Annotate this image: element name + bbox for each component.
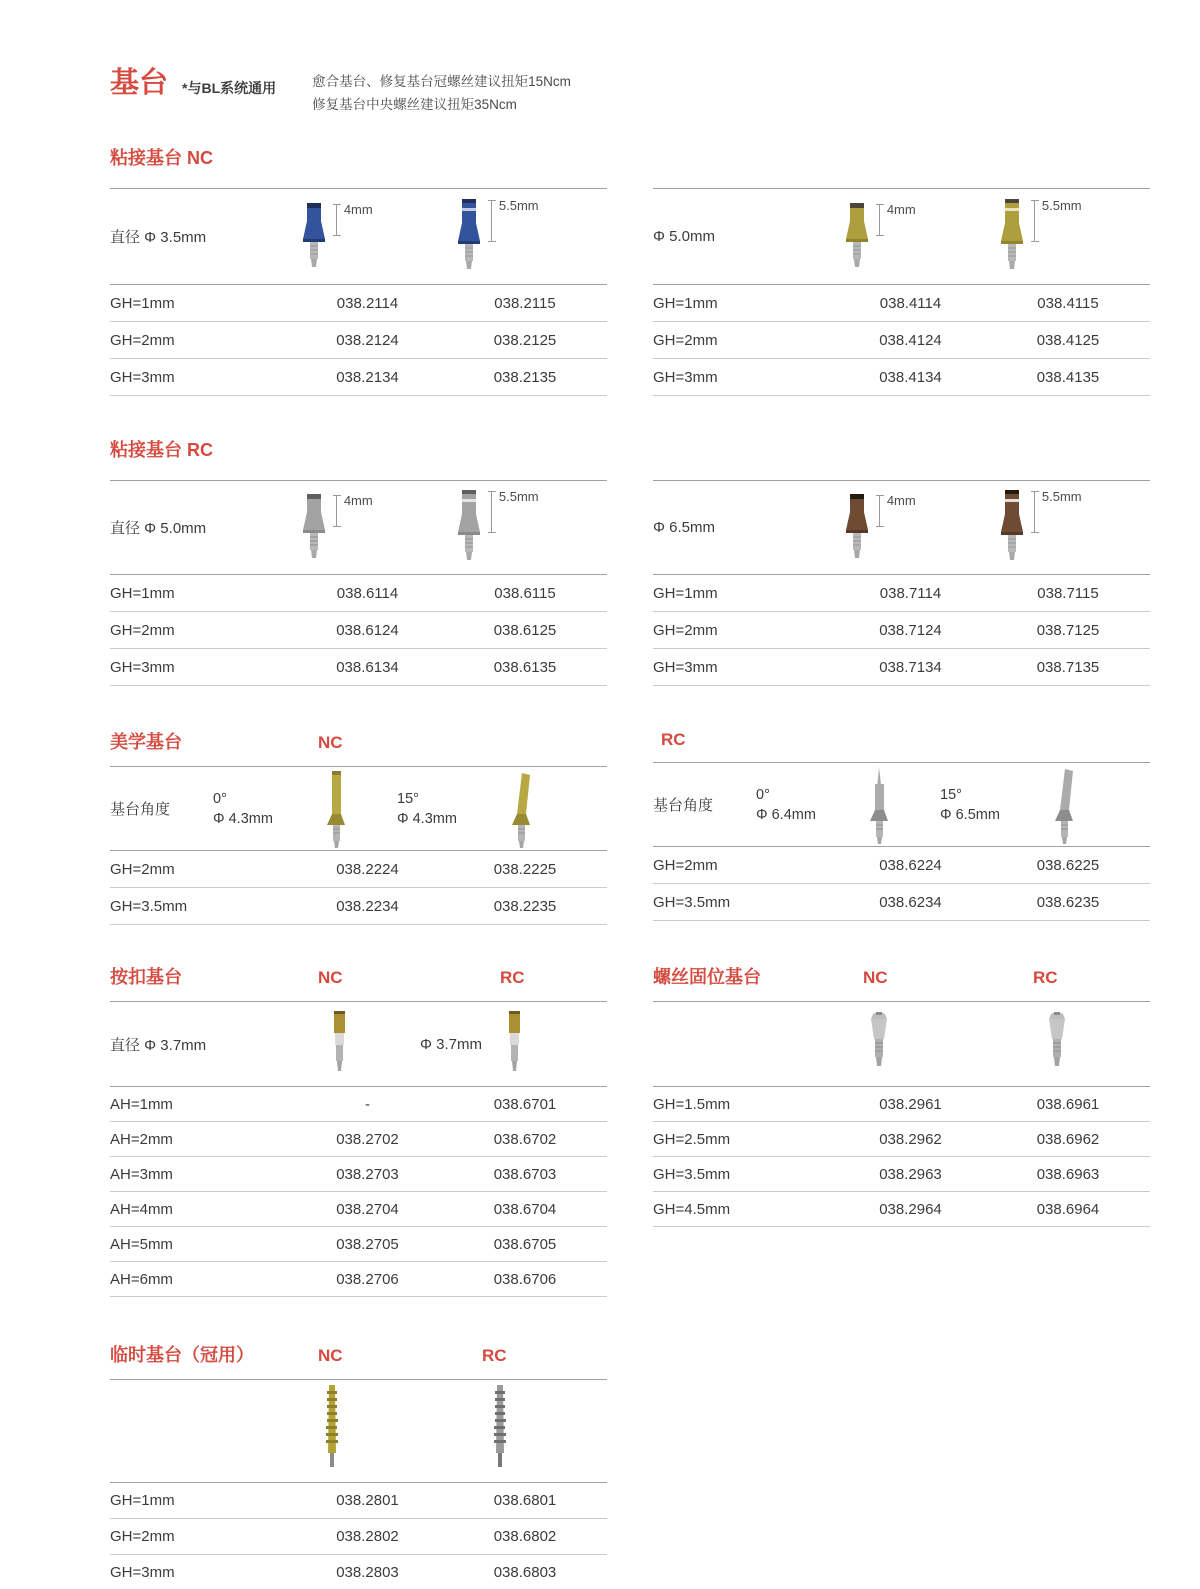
- cement-abutment-silver-55mm-image: [452, 488, 486, 568]
- section-heading-row: [110, 965, 607, 989]
- figure-row: [653, 1001, 1150, 1087]
- esthetic-abutment-angled-rc-image: [1048, 764, 1078, 846]
- abutment-figure-silver-4mm: [297, 492, 452, 564]
- product-code: 038.2134: [336, 368, 399, 386]
- product-table: [653, 575, 1150, 686]
- cement-abutment-gold-55mm-image: [995, 197, 1029, 277]
- height-measure: [1034, 489, 1082, 533]
- product-code: 038.6115: [494, 584, 556, 602]
- figure-row: [653, 480, 1150, 575]
- product-code: 038.2115: [494, 294, 556, 312]
- page-title: 基台: [110, 67, 169, 99]
- product-code: 038.2703: [336, 1165, 399, 1183]
- column-header-nc: NC: [863, 968, 888, 987]
- section-heading-row: [110, 1343, 607, 1367]
- product-code: 038.6703: [493, 1165, 557, 1183]
- row-label: GH=1mm: [110, 294, 175, 312]
- diameter-label: Φ 5.0mm: [653, 228, 715, 245]
- product-code: 038.6802: [493, 1528, 557, 1545]
- product-code: 038.2803: [336, 1564, 399, 1581]
- table-row: [653, 847, 1150, 884]
- diameter-label: Φ 6.5mm: [653, 519, 715, 536]
- product-code: 038.6114: [336, 584, 399, 602]
- height-measure: [879, 202, 916, 236]
- table-row: [110, 575, 607, 612]
- figure-row: [110, 766, 607, 851]
- row-label: GH=2mm: [653, 331, 718, 349]
- product-code: 038.6124: [336, 621, 399, 639]
- product-code: 038.6706: [493, 1270, 557, 1288]
- section-cement-abutment-nc: [110, 146, 1150, 396]
- product-code: 038.6224: [879, 856, 942, 874]
- product-code: 038.4134: [879, 368, 942, 386]
- table-row: [110, 285, 607, 322]
- row-label: GH=4.5mm: [653, 1200, 731, 1218]
- row-label: GH=3.5mm: [653, 893, 731, 911]
- measure-line: [879, 204, 885, 236]
- cement-abutment-blue-55mm-image: [452, 197, 486, 277]
- diameter-label: 直径 Φ 3.7mm: [110, 1036, 207, 1054]
- section-heading: 美学基台: [110, 732, 182, 752]
- esthetic-figure-0deg: [213, 768, 349, 850]
- product-code: 038.2961: [879, 1095, 942, 1113]
- figure-row: [110, 480, 607, 575]
- product-code: 038.2802: [336, 1528, 399, 1545]
- measure-line: [336, 204, 342, 236]
- row-label: AH=1mm: [110, 1095, 173, 1113]
- product-code: 038.6134: [336, 658, 399, 676]
- angle-label: 基台角度: [653, 797, 714, 814]
- row-label: GH=3mm: [110, 658, 175, 676]
- row-label: AH=4mm: [110, 1200, 173, 1218]
- diameter-value: Φ 4.3mm: [213, 810, 273, 827]
- table-row: [653, 884, 1150, 921]
- measure-line: [879, 495, 885, 527]
- row-label: GH=1.5mm: [653, 1095, 731, 1113]
- abutment-figure-silver-55mm: [452, 488, 607, 568]
- product-code: 038.2234: [336, 897, 399, 915]
- column-header-rc: RC: [1033, 968, 1058, 987]
- figure-row: [110, 1001, 607, 1087]
- section-heading-row: [653, 730, 1150, 750]
- product-code: 038.7114: [879, 584, 942, 602]
- table-row: [110, 1262, 607, 1297]
- table-row: [110, 1192, 607, 1227]
- product-code: 038.6961: [1036, 1095, 1100, 1113]
- esthetic-abutment-straight-nc-image: [323, 768, 349, 850]
- table-row: [110, 1227, 607, 1262]
- row-label: AH=5mm: [110, 1235, 173, 1253]
- product-code: 038.2962: [879, 1130, 942, 1148]
- table-row: [653, 612, 1150, 649]
- row-label: GH=2mm: [110, 331, 175, 349]
- section-heading-row: [110, 730, 607, 754]
- product-code: 038.6125: [493, 621, 557, 639]
- page-header: [110, 66, 1150, 116]
- product-code: 038.2706: [336, 1270, 399, 1288]
- product-code: 038.2135: [493, 368, 557, 386]
- snap-abutment-nc-image: [327, 1009, 351, 1079]
- product-code: 038.2124: [336, 331, 399, 349]
- row-label: GH=2.5mm: [653, 1130, 731, 1148]
- cement-abutment-brown-4mm-image: [840, 492, 874, 564]
- height-label: 4mm: [343, 201, 373, 217]
- product-code: 038.4124: [879, 331, 942, 349]
- figure-row: [653, 188, 1150, 285]
- product-code: 038.6234: [879, 893, 942, 911]
- measure-line: [491, 200, 497, 242]
- abutment-figure-gold-55mm: [995, 197, 1150, 277]
- product-code: 038.4125: [1036, 331, 1100, 349]
- angle-value: 15°: [397, 790, 419, 807]
- screw-retained-block: [653, 965, 1150, 1227]
- cement-rc-d65-block: [653, 480, 1150, 686]
- height-label: 4mm: [343, 492, 373, 508]
- section-temporary-abutment: [110, 1343, 1150, 1589]
- angle-value: 0°: [756, 786, 770, 803]
- product-table: [653, 1087, 1150, 1227]
- cement-abutment-silver-4mm-image: [297, 492, 331, 564]
- product-table: [653, 285, 1150, 396]
- section-heading: 螺丝固位基台: [653, 967, 761, 987]
- product-code: 038.6705: [493, 1235, 557, 1253]
- product-code: 038.2964: [879, 1200, 942, 1218]
- table-row: [653, 1157, 1150, 1192]
- diameter-label: Φ 3.7mm: [420, 1035, 482, 1053]
- table-row: [110, 322, 607, 359]
- table-row: [653, 359, 1150, 396]
- height-label: 5.5mm: [498, 488, 539, 504]
- row-label: GH=2mm: [110, 621, 175, 639]
- product-code: 038.2801: [336, 1492, 399, 1509]
- row-label: GH=1mm: [653, 584, 718, 602]
- height-label: 5.5mm: [1041, 488, 1082, 504]
- product-code: 038.2125: [493, 331, 557, 349]
- section-heading: 按扣基台: [110, 967, 182, 987]
- product-code: -: [365, 1095, 370, 1113]
- table-row: [653, 285, 1150, 322]
- temporary-abutment-rc-image: [490, 1383, 510, 1479]
- row-label: GH=3mm: [110, 368, 175, 386]
- product-code: 038.6963: [1036, 1165, 1100, 1183]
- abutment-figure-blue-55mm: [452, 197, 607, 277]
- product-code: 038.7115: [1037, 584, 1099, 602]
- esthetic-rc-block: [653, 730, 1150, 921]
- product-code: 038.7124: [879, 621, 942, 639]
- abutment-figure-gold-4mm: [840, 201, 995, 273]
- torque-note-line2: 修复基台中央螺丝建议扭矩35Ncm: [312, 97, 517, 112]
- snap-abutment-block: [110, 965, 607, 1297]
- row-label: GH=2mm: [653, 856, 718, 874]
- product-code: 038.2963: [879, 1165, 942, 1183]
- row-label: GH=3.5mm: [653, 1165, 731, 1183]
- diameter-value: Φ 6.5mm: [940, 806, 1000, 823]
- height-measure: [491, 198, 539, 242]
- height-label: 5.5mm: [1041, 197, 1082, 213]
- row-label: AH=3mm: [110, 1165, 173, 1183]
- row-label: AH=6mm: [110, 1270, 173, 1288]
- row-label: GH=3mm: [653, 658, 718, 676]
- product-table: [110, 851, 607, 925]
- product-table: [653, 847, 1150, 921]
- product-code: 038.2224: [336, 860, 399, 878]
- height-label: 4mm: [886, 201, 916, 217]
- product-code: 038.6803: [493, 1564, 557, 1581]
- product-code: 038.6964: [1036, 1200, 1100, 1218]
- height-measure: [336, 202, 373, 236]
- row-label: GH=1mm: [110, 1492, 175, 1509]
- height-measure: [879, 493, 916, 527]
- table-row: [653, 649, 1150, 686]
- torque-notes: [312, 70, 571, 116]
- table-row: [110, 359, 607, 396]
- table-row: [110, 1157, 607, 1192]
- screw-retained-abutment-nc-image: [863, 1009, 895, 1079]
- product-code: 038.2705: [336, 1235, 399, 1253]
- esthetic-figure-15deg: [940, 764, 1078, 846]
- cement-nc-d35-block: [110, 188, 607, 396]
- product-table: [110, 1483, 607, 1589]
- product-code: 038.4115: [1037, 294, 1099, 312]
- product-table: [110, 285, 607, 396]
- table-row: [653, 1192, 1150, 1227]
- figure-row: [110, 188, 607, 285]
- product-code: 038.2225: [493, 860, 557, 878]
- product-code: 038.7134: [879, 658, 942, 676]
- esthetic-abutment-straight-rc-image: [866, 764, 892, 846]
- section-heading: 粘接基台 NC: [110, 148, 213, 168]
- product-code: 038.4114: [879, 294, 942, 312]
- angle-label: 基台角度: [110, 801, 171, 818]
- table-row: [653, 575, 1150, 612]
- column-header-rc: RC: [500, 968, 525, 987]
- height-measure: [1034, 198, 1082, 242]
- product-code: 038.6962: [1036, 1130, 1100, 1148]
- measure-line: [491, 491, 497, 533]
- abutment-figure-blue-4mm: [297, 201, 452, 273]
- cement-abutment-brown-55mm-image: [995, 488, 1029, 568]
- column-header-rc: RC: [661, 730, 686, 749]
- section-heading: 临时基台（冠用）: [110, 1345, 254, 1365]
- measure-line: [1034, 491, 1040, 533]
- table-row: [653, 1087, 1150, 1122]
- torque-note-line1: 愈合基台、修复基台冠螺丝建议扭矩15Ncm: [312, 74, 571, 89]
- row-label: GH=2mm: [110, 860, 175, 878]
- table-row: [653, 322, 1150, 359]
- product-code: 038.6135: [493, 658, 557, 676]
- row-label: GH=3mm: [110, 1564, 175, 1581]
- table-row: [110, 851, 607, 888]
- figure-row: [110, 1379, 607, 1483]
- cement-nc-d50-block: [653, 188, 1150, 396]
- figure-row: [653, 762, 1150, 847]
- height-label: 4mm: [886, 492, 916, 508]
- row-label: GH=3mm: [653, 368, 718, 386]
- table-row: [110, 1519, 607, 1555]
- product-code: 038.2704: [336, 1200, 399, 1218]
- diameter-label: 直径 Φ 5.0mm: [110, 520, 207, 537]
- row-label: GH=3.5mm: [110, 897, 188, 915]
- measure-line: [336, 495, 342, 527]
- cement-rc-d50-block: [110, 480, 607, 686]
- table-row: [110, 649, 607, 686]
- column-header-rc: RC: [482, 1346, 507, 1365]
- temporary-abutment-nc-image: [322, 1383, 342, 1479]
- product-code: 038.6702: [493, 1130, 557, 1148]
- product-table: [110, 575, 607, 686]
- row-label: GH=1mm: [110, 584, 175, 602]
- esthetic-nc-block: [110, 730, 607, 925]
- angle-value: 0°: [213, 790, 227, 807]
- product-code: 038.7125: [1036, 621, 1100, 639]
- abutment-figure-brown-4mm: [840, 492, 995, 564]
- column-header-nc: NC: [318, 1346, 343, 1365]
- diameter-value: Φ 4.3mm: [397, 810, 457, 827]
- product-code: 038.6704: [493, 1200, 557, 1218]
- table-row: [110, 612, 607, 649]
- esthetic-figure-0deg: [756, 764, 892, 846]
- product-code: 038.2114: [336, 294, 399, 312]
- diameter-value: Φ 6.4mm: [756, 806, 816, 823]
- section-heading-row: [653, 965, 1150, 989]
- esthetic-figure-15deg: [397, 768, 535, 850]
- table-row: [110, 888, 607, 925]
- row-label: AH=2mm: [110, 1130, 173, 1148]
- diameter-label: 直径 Φ 3.5mm: [110, 229, 207, 246]
- section-esthetic-abutment: [110, 730, 1150, 925]
- screw-retained-abutment-rc-image: [1041, 1009, 1073, 1079]
- table-row: [110, 1483, 607, 1519]
- column-header-nc: NC: [318, 968, 343, 987]
- table-row: [110, 1122, 607, 1157]
- row-label: GH=2mm: [653, 621, 718, 639]
- product-table: [110, 1087, 607, 1297]
- section-snap-and-screw: [110, 965, 1150, 1297]
- cement-abutment-blue-4mm-image: [297, 201, 331, 273]
- table-row: [110, 1555, 607, 1589]
- snap-abutment-rc-image: [502, 1009, 526, 1079]
- height-measure: [336, 493, 373, 527]
- row-label: GH=2mm: [110, 1528, 175, 1545]
- product-code: 038.6235: [1036, 893, 1100, 911]
- product-code: 038.4135: [1036, 368, 1100, 386]
- section-heading: 粘接基台 RC: [110, 440, 213, 460]
- product-code: 038.7135: [1036, 658, 1100, 676]
- product-code: 038.6801: [493, 1492, 557, 1509]
- product-code: 038.6225: [1036, 856, 1100, 874]
- abutment-figure-brown-55mm: [995, 488, 1150, 568]
- temporary-abutment-block: [110, 1343, 607, 1589]
- product-code: 038.6701: [493, 1095, 557, 1113]
- row-label: GH=1mm: [653, 294, 718, 312]
- measure-line: [1034, 200, 1040, 242]
- product-code: 038.2235: [493, 897, 557, 915]
- table-row: [653, 1122, 1150, 1157]
- table-row: [110, 1087, 607, 1122]
- product-code: 038.2702: [336, 1130, 399, 1148]
- section-cement-abutment-rc: [110, 438, 1150, 686]
- esthetic-abutment-angled-nc-image: [505, 768, 535, 850]
- cement-abutment-gold-4mm-image: [840, 201, 874, 273]
- height-measure: [491, 489, 539, 533]
- height-label: 5.5mm: [498, 197, 539, 213]
- column-header-nc: NC: [318, 733, 343, 752]
- page-subtitle: *与BL系统通用: [182, 80, 277, 96]
- angle-value: 15°: [940, 786, 962, 803]
